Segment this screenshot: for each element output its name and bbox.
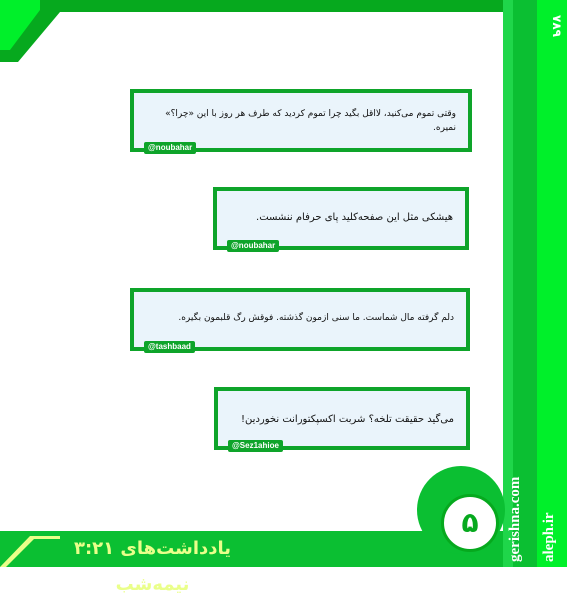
quote-text: می‌گید حقیقت تلخه؟ شربت اکسپکتورانت نخوردین! xyxy=(241,414,454,425)
site-url-aleph: aleph.ir xyxy=(541,512,557,562)
author-handle: @Sez1ahioe xyxy=(228,440,283,452)
quote-text: هیشکی مثل این صفحه‌کلید پای حرفام ننشست. xyxy=(256,212,453,223)
quote-card-1 xyxy=(130,89,472,152)
site-url-gerishna: gerishna.com xyxy=(507,476,523,562)
quote-card-2 xyxy=(213,187,469,250)
author-handle: @tashbaad xyxy=(144,341,195,353)
quote-text: وقتی تموم می‌کنید، لااقل بگید چرا تموم کردید که طرف هر روز با این «چرا؟» نمیره. xyxy=(165,109,456,133)
side-strip-right xyxy=(537,0,567,567)
episode-badge: ۵ xyxy=(441,494,499,552)
author-handle: @noubahar xyxy=(227,240,279,252)
footer-title: یادداشت‌های ۳:۲۱ نیمه‌شب xyxy=(73,538,232,595)
quote-text: دلم گرفته مال شماست. ما سنی ازمون گذشته. فوقش رگ قلبمون بگیره. xyxy=(178,313,454,323)
page-number: ۷۸۹ xyxy=(550,15,564,37)
author-handle: @noubahar xyxy=(144,142,196,154)
quote-card-4 xyxy=(214,387,470,450)
corner-decoration xyxy=(0,0,567,70)
quote-card-3 xyxy=(130,288,470,351)
